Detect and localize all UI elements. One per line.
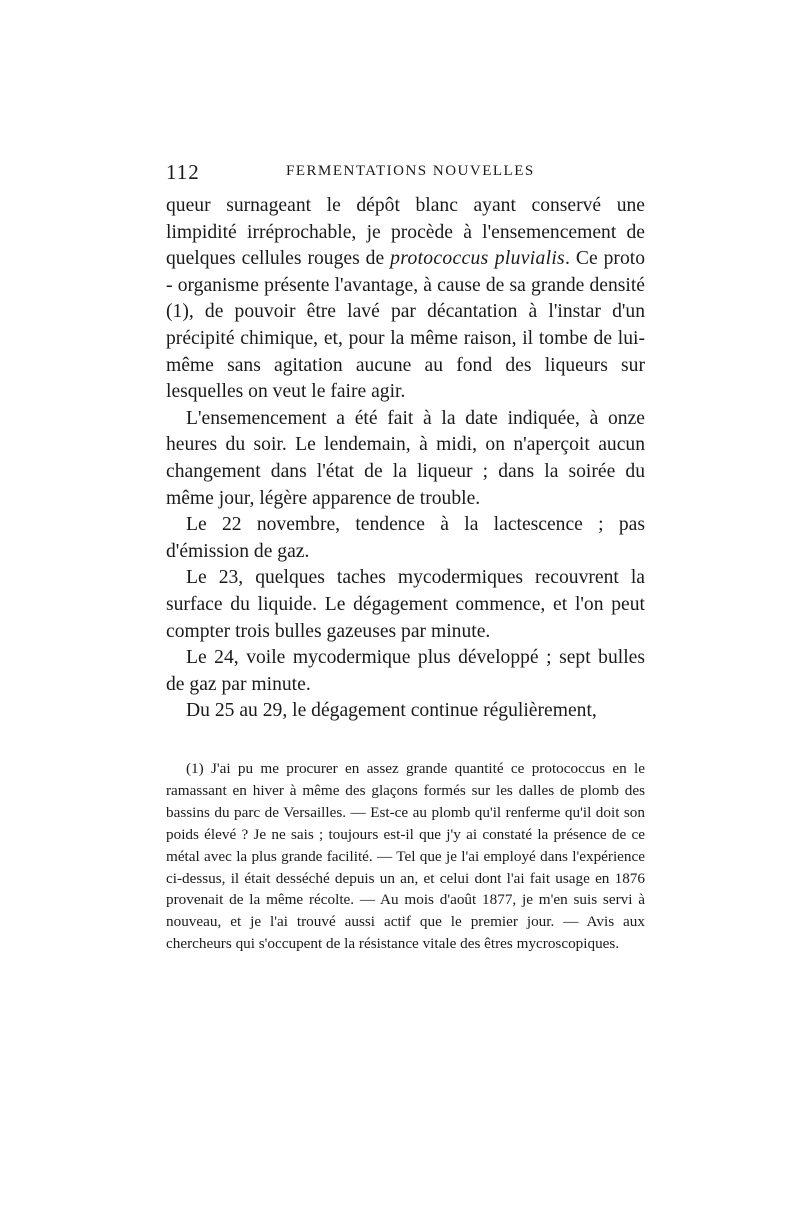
footnote-text: (1) J'ai pu me procurer en assez grande quantité ce protococcus en le ramassant en hiver à même des glaçons formés sur les dalles de plomb des bassins du parc de Versailles. — Est-ce au plomb qu'il renferme qu'il doit son poids élevé ? Je ne sais ; toujours est-il que j'y ai constaté la présence de ce métal avec la plus grande facilité. — Tel que je l'ai employé dans l'expérience ci-dessus, il était desséché depuis un an, et celui dont l'ai fait usage en 1876 provenait de la même récolte. — Au mois d'août 1877, je m'en suis servi à nouveau, et je l'ai trouvé aussi actif que le premier jour. — Avis aux chercheurs qui s'occupent de la résistance vitale des êtres mycroscopiques. bbox=[166, 760, 645, 953]
page-number: 112 bbox=[166, 160, 200, 184]
footnote bbox=[166, 758, 645, 955]
paragraph-3: Le 22 novembre, tendence à la lactescence ; pas d'émission de gaz. bbox=[166, 514, 645, 562]
page-header bbox=[166, 160, 646, 190]
paragraph-5: Le 24, voile mycodermique plus développé ; sept bulles de gaz par minute. bbox=[166, 647, 645, 695]
paragraph-1-text-b: . Ce proto - organisme présente l'avantage, à cause de sa grande densité (1), de pouvoir être lavé par décantation à l'instar d'un précipité chimique, et, pour la même raison, il tombe de lui-même sans agitation aucune au fond des liqueurs sur lesquelles on veut le faire agir. bbox=[166, 248, 645, 403]
main-text bbox=[166, 193, 645, 725]
running-title: FERMENTATIONS NOUVELLES bbox=[286, 163, 535, 179]
species-name: protococcus pluvialis bbox=[390, 248, 565, 270]
paragraph-1-text-a: queur surnageant le dépôt blanc ayant conservé une limpidité irréprochable, je procède à l'ensemencement de quelques cellules rouges de bbox=[166, 195, 645, 270]
paragraph-2: L'ensemencement a été fait à la date indiquée, à onze heures du soir. Le lendemain, à midi, on n'aperçoit aucun changement dans l'état de la liqueur ; dans la soirée du même jour, légère apparence de trouble. bbox=[166, 407, 645, 509]
paragraph-6: Du 25 au 29, le dégagement continue régulièrement, bbox=[186, 700, 597, 722]
paragraph-1 bbox=[166, 193, 645, 406]
paragraph-4: Le 23, quelques taches mycodermiques recouvrent la surface du liquide. Le dégagement commence, et l'on peut compter trois bulles gazeuses par minute. bbox=[166, 567, 645, 642]
